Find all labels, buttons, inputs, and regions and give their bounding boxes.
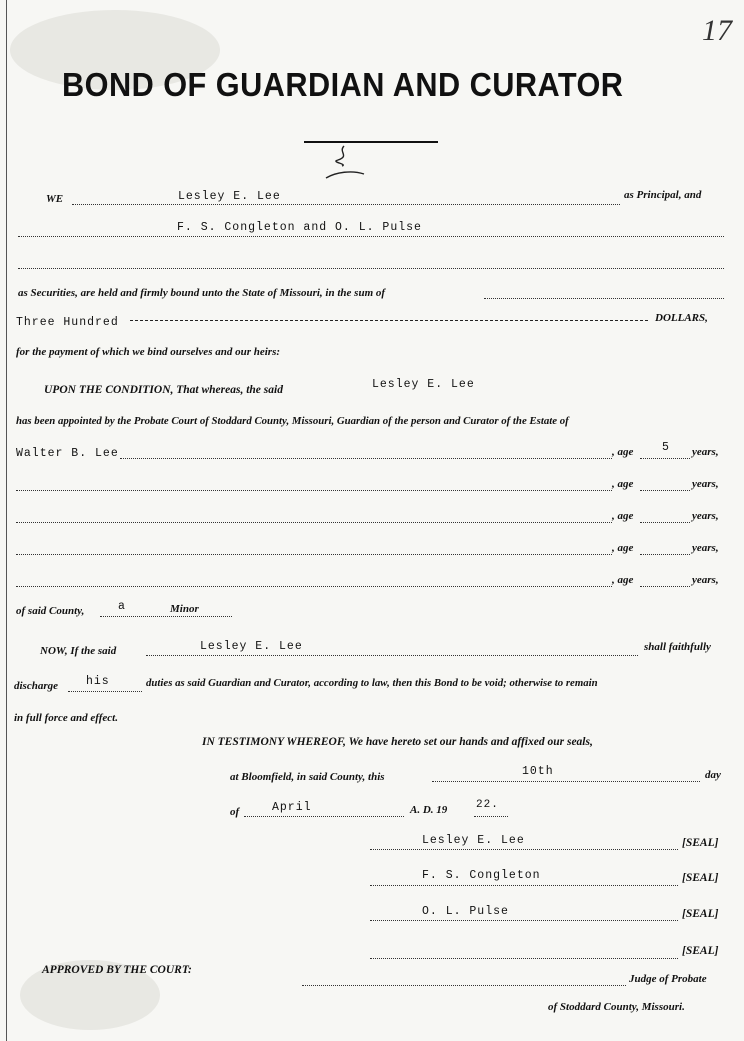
day-label: day (705, 769, 721, 781)
county-label: of said County, (16, 605, 85, 617)
testimony-text: IN TESTIMONY WHEREOF, We have hereto set our hands and affixed our seals, (202, 736, 593, 748)
securities-names: F. S. Congleton and O. L. Pulse (177, 221, 422, 234)
signature-name: F. S. Congleton (422, 869, 541, 882)
years-label: years, (692, 510, 719, 522)
document-title: BOND OF GUARDIAN AND CURATOR (62, 66, 624, 103)
principal-name: Lesley E. Lee (178, 190, 281, 203)
condition-name: Lesley E. Lee (372, 378, 475, 391)
years-label: years, (692, 478, 719, 490)
signature-name: Lesley E. Lee (422, 834, 525, 847)
now-label: NOW, If the said (40, 645, 117, 657)
county-blank (100, 616, 232, 617)
minor-name: Walter B. Lee (16, 447, 119, 460)
years-label: years, (692, 542, 719, 554)
signature-line (370, 849, 678, 850)
seal-label: [SEAL] (682, 908, 719, 920)
years-label: years, (692, 574, 719, 586)
seal-label: [SEAL] (682, 872, 719, 884)
condition-label: UPON THE CONDITION, That whereas, the said (44, 384, 283, 396)
minor-name-blank (16, 490, 612, 491)
judge-label: Judge of Probate (629, 973, 707, 985)
page-left-edge (6, 0, 7, 1041)
minor-name-blank (16, 522, 612, 523)
dollars-label: DOLLARS, (655, 312, 708, 324)
judge-signature-line (302, 985, 626, 986)
minor-age: 5 (662, 441, 670, 454)
age-label: , age (612, 478, 634, 490)
age-blank (640, 554, 690, 555)
seal-label: [SEAL] (682, 837, 719, 849)
minor-label: Minor (170, 603, 199, 615)
sum-blank-start (484, 298, 724, 299)
page-number: 17 (702, 14, 732, 47)
date-label: at Bloomfield, in said County, this (230, 771, 385, 783)
faithfully-label: shall faithfully (644, 641, 711, 653)
minor-name-blank (16, 554, 612, 555)
age-blank (640, 458, 690, 459)
payment-text: for the payment of which we bind ourselves and our heirs: (16, 346, 281, 358)
minor-name-blank (120, 458, 612, 459)
signature-line (370, 958, 678, 959)
year-value: 22. (476, 799, 499, 811)
ad-label: A. D. 19 (410, 804, 448, 816)
minor-name-blank (16, 586, 612, 587)
minor-count: a (118, 600, 126, 613)
age-blank (640, 490, 690, 491)
now-name: Lesley E. Lee (200, 640, 303, 653)
as-principal-label: as Principal, and (624, 189, 702, 201)
day-blank (432, 781, 700, 782)
securities-blank (18, 236, 724, 237)
year-blank (474, 816, 508, 817)
sum-value: Three Hundred (16, 316, 119, 329)
age-label: , age (612, 446, 634, 458)
we-label: WE (46, 193, 64, 205)
appointed-text: has been appointed by the Probate Court of Stoddard County, Missouri, Guardian of the person and Curator of the Estate of (16, 415, 569, 427)
securities-blank-2 (18, 268, 724, 269)
bound-text: as Securities, are held and firmly bound unto the State of Missouri, in the sum of (18, 287, 386, 299)
age-label: , age (612, 510, 634, 522)
sum-dash-rule (130, 320, 648, 321)
full-force-text: in full force and effect. (14, 712, 118, 724)
approved-label: APPROVED BY THE COURT: (42, 964, 192, 976)
signature-line (370, 885, 678, 886)
principal-blank (72, 204, 620, 205)
age-blank (640, 522, 690, 523)
of-label: of (230, 806, 240, 818)
age-blank (640, 586, 690, 587)
age-label: , age (612, 542, 634, 554)
signature-line (370, 920, 678, 921)
county-court-label: of Stoddard County, Missouri. (548, 1001, 685, 1013)
now-blank (146, 655, 638, 656)
signature-name: O. L. Pulse (422, 905, 509, 918)
seal-label: [SEAL] (682, 945, 719, 957)
age-label: , age (612, 574, 634, 586)
discharge-label: discharge (14, 680, 58, 692)
flourish-mark (318, 142, 366, 182)
month-blank (244, 816, 404, 817)
pronoun-blank (68, 691, 142, 692)
pronoun-value: his (86, 675, 110, 688)
years-label: years, (692, 446, 719, 458)
month-value: April (272, 801, 312, 814)
day-value: 10th (522, 765, 554, 778)
discharge-text: duties as said Guardian and Curator, according to law, then this Bond to be void; otherwise to remain (146, 677, 598, 689)
